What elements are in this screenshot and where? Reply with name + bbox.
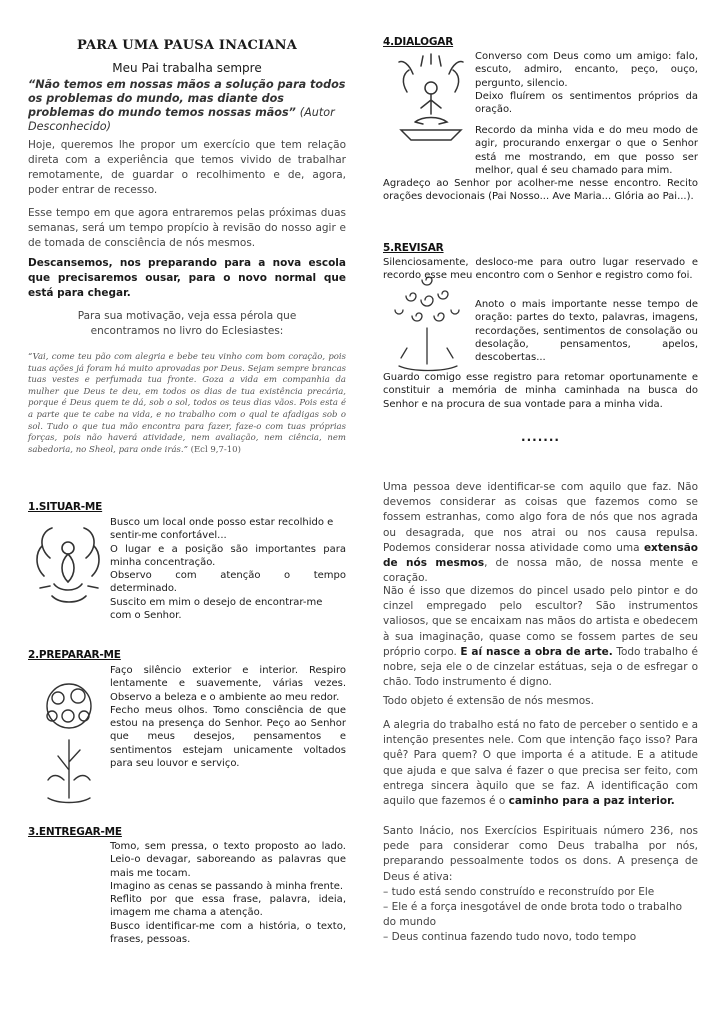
step-5-text-wrap [475,298,698,364]
step-5-line-1: Silenciosamente, desloco-me para outro lugar reservado e recordo esse meu encontro com o Senhor e registro como foi. [383,257,698,282]
step-3-heading: 3.ENTREGAR-ME [28,826,122,838]
eclesiastes-reference: (Ecl 9,7-10) [190,444,241,455]
step-4-line-3: Recordo da minha vida e do meu modo de agir, procurando enxergar o que o Senhor está me mostrando, em que posso ser melhor, qual é seu chamado para mim. [475,125,698,176]
page-subtitle: Meu Pai trabalha sempre [112,61,262,75]
step-4-line-2: Deixo fluírem os sentimentos próprios da oração. [475,90,698,116]
step-1-heading: 1.SITUAR-ME [28,501,103,513]
step-4-text-full [383,124,698,204]
eclesiastes-quote [28,352,346,456]
step-2-text [110,664,346,770]
essay-paragraph-3: Todo objeto é extensão de nós mesmos. [383,695,594,707]
essay-paragraph-2 [383,584,698,690]
essay-p1-text: Uma pessoa deve identificar-se com aquilo que faz. Não devemos considerar as coisas que fazemos como se fossem estranhas, como algo fora de nós que nos agrada ou desagrada, que nos atrai ou nos causa repulsa. Podemos considerar nossa atividade como uma [383,481,698,554]
step-2-line-1: Faço silêncio exterior e interior. Respiro lentamente e suavemente, várias vezes. Observo a beleza e o ambiente ao meu redor. [110,665,346,703]
essay-p1-end: , de nossa mão, de nossa mente e coração. [383,557,698,585]
essay-p4-emphasis: caminho para a paz interior. [508,795,675,808]
step-3-text [110,840,346,946]
intro-paragraph-4: Para sua motivação, veja essa pérola que encontramos no livro do Eclesiastes: [77,310,297,337]
essay-paragraph-4 [383,718,698,809]
step-2-heading: 2.PREPARAR-ME [28,649,121,661]
epigraph-quote [28,78,346,134]
step-5-text-full [383,371,698,411]
step-3-line-1: Tomo, sem pressa, o texto proposto ao lado. Leio-o devagar, saboreando as palavras que mais me tocam. [110,841,346,879]
eclesiastes-text: “Vai, come teu pão com alegria e bebe teu vinho com bom coração, pois tuas ações já foram há muito aprovadas por Deus. Sejam sempre brancas tuas vestes e perfumada tua fronte. Goza a vida em companhia da mulher que Deus te deu, em todos os dias de tua existência precária, porque é Deus quem te dá, sob o sol, todos os teus dias vãos. Pois esta é a parte que te cabe na vida, e no trabalho com o qual te afadigas sob o sol. Tudo o que tua mão encontra para fazer, faze-o com tuas próprias forças, pois não haverá atividade, nem avaliação, nem ciência, nem sabedoria, no Sheol, para onde irás.” [28,352,346,455]
step-4-heading: 4.DIALOGAR [383,36,454,48]
tree-illustration [34,670,104,810]
step-1-line-1: Busco um local onde posso estar recolhido e sentir-me confortável... [110,517,334,542]
step-4-text-wrap [475,50,698,116]
step-5-line-2: Anoto o mais importante nesse tempo de oração: partes do texto, palavras, imagens, recordações, sentimentos de consolação ou desolação, pensamentos, apelos, descobertas... [475,299,698,364]
essay-p2-text: Não é isso que dizemos do pincel usado pelo pintor e do cinzel empregado pelo escultor? São instrumentos valiosos, que se encaixam nas mãos do artista e obedecem à sua imaginação, quase como se fossem partes de seu próprio corpo. [383,585,698,658]
essay-p1-emphasis: extensão de nós mesmos [383,541,698,570]
essay-p5-intro: Santo Inácio, nos Exercícios Espirituais número 236, nos pede para considerar como Deus trabalha por nós, preparando pessoalmente todos os dons. A presença de Deus é ativa: [383,825,698,883]
step-4-line-4: Agradeço ao Senhor por acolher-me nesse encontro. Recito orações devocionais (Pai Nosso... Ave Maria... Glória ao Pai...). [383,178,698,203]
section-separator: ....... [521,430,560,444]
step-1-line-2: O lugar e a posição são importantes para minha concentração. [110,543,346,568]
essay-p4-text: A alegria do trabalho está no fato de perceber o sentido e a intenção presentes nele. Com que intenção faço isso? Para quê? Para quem? O que importa é a atitude. E a atitude que ajuda e que salva é fazer o que precisa ser feito, com entrega sincera àquilo que se faz. A identificação com aquilo que fazemos é o [383,719,698,808]
essay-paragraph-1 [383,480,698,586]
step-5-text-intro [383,256,698,283]
step-2-line-2: Fecho meus olhos. Tomo consciência de que estou na presença do Senhor. Peço ao Senhor que meus desejos, pensamentos e sentimentos estejam unicamente voltados para seu louvor e serviço. [110,704,346,770]
essay-p2-end: Todo trabalho é nobre, seja ele o de cinzelar estátuas, seja o de esfregar o chão. Todo instrumento é digno. [383,645,698,689]
step-1-line-3: Observo com atenção o tempo determinado. [110,570,346,595]
step-3-line-4: Busco identificar-me com a história, o texto, frases, pessoas. [110,920,346,946]
quote-text: “Não temos em nossas mãos a solução para todos os problemas do mundo, mas diante dos problemas do mundo temos nossas mãos” [28,78,346,119]
step-5-line-3: Guardo comigo esse registro para retomar oportunamente e constituir a memória de minha caminhada na busca do Senhor e na procura de sua vontade para a minha vida. [383,372,698,410]
praying-figure-illustration [30,518,104,610]
step-1-line-4: Suscito em mim o desejo de encontrar-me com o Senhor. [110,596,323,622]
step-1-text [110,516,346,622]
page-title: PARA UMA PAUSA INACIANA [76,38,298,53]
essay-p5-bullet-2: – Ele é a força inesgotável de onde brota todo o trabalho do mundo [383,901,683,929]
intro-paragraph-2: Esse tempo em que agora entraremos pelas próximas duas semanas, será um tempo propício à revisão do nosso agir e de tomada de consciência de nós mesmos. [28,207,346,249]
essay-p2-emphasis: E aí nasce a obra de arte. [460,645,613,658]
intro-paragraph-1: Hoje, queremos lhe propor um exercício que tem relação direta com a experiência que temos vivido de trabalhar remotamente, de guardar o recolhimento e de, agora, poder entrar de recesso. [28,139,346,196]
essay-paragraph-5 [383,824,698,946]
essay-p5-bullet-1: – tudo está sendo construído e reconstruído por Ele [383,885,655,898]
step-4-line-1: Converso com Deus como um amigo: falo, escuto, admiro, encanto, peço, ouço, pergunto, silencio. [475,51,698,89]
step-3-line-2: Imagino as cenas se passando à minha frente. [110,880,344,892]
step-5-heading: 5.REVISAR [383,242,444,254]
intro-paragraph-3: Descansemos, nos preparando para a nova escola que precisaremos ousar, para o novo normal que está para chegar. [28,257,346,299]
step-3-line-3: Reflito por que essa frase, palavra, ideia, imagem me chama a atenção. [110,894,346,919]
quote-author: (Autor Desconhecido) [28,106,335,133]
essay-p5-bullet-3: – Deus continua fazendo tudo novo, todo tempo [383,931,637,944]
